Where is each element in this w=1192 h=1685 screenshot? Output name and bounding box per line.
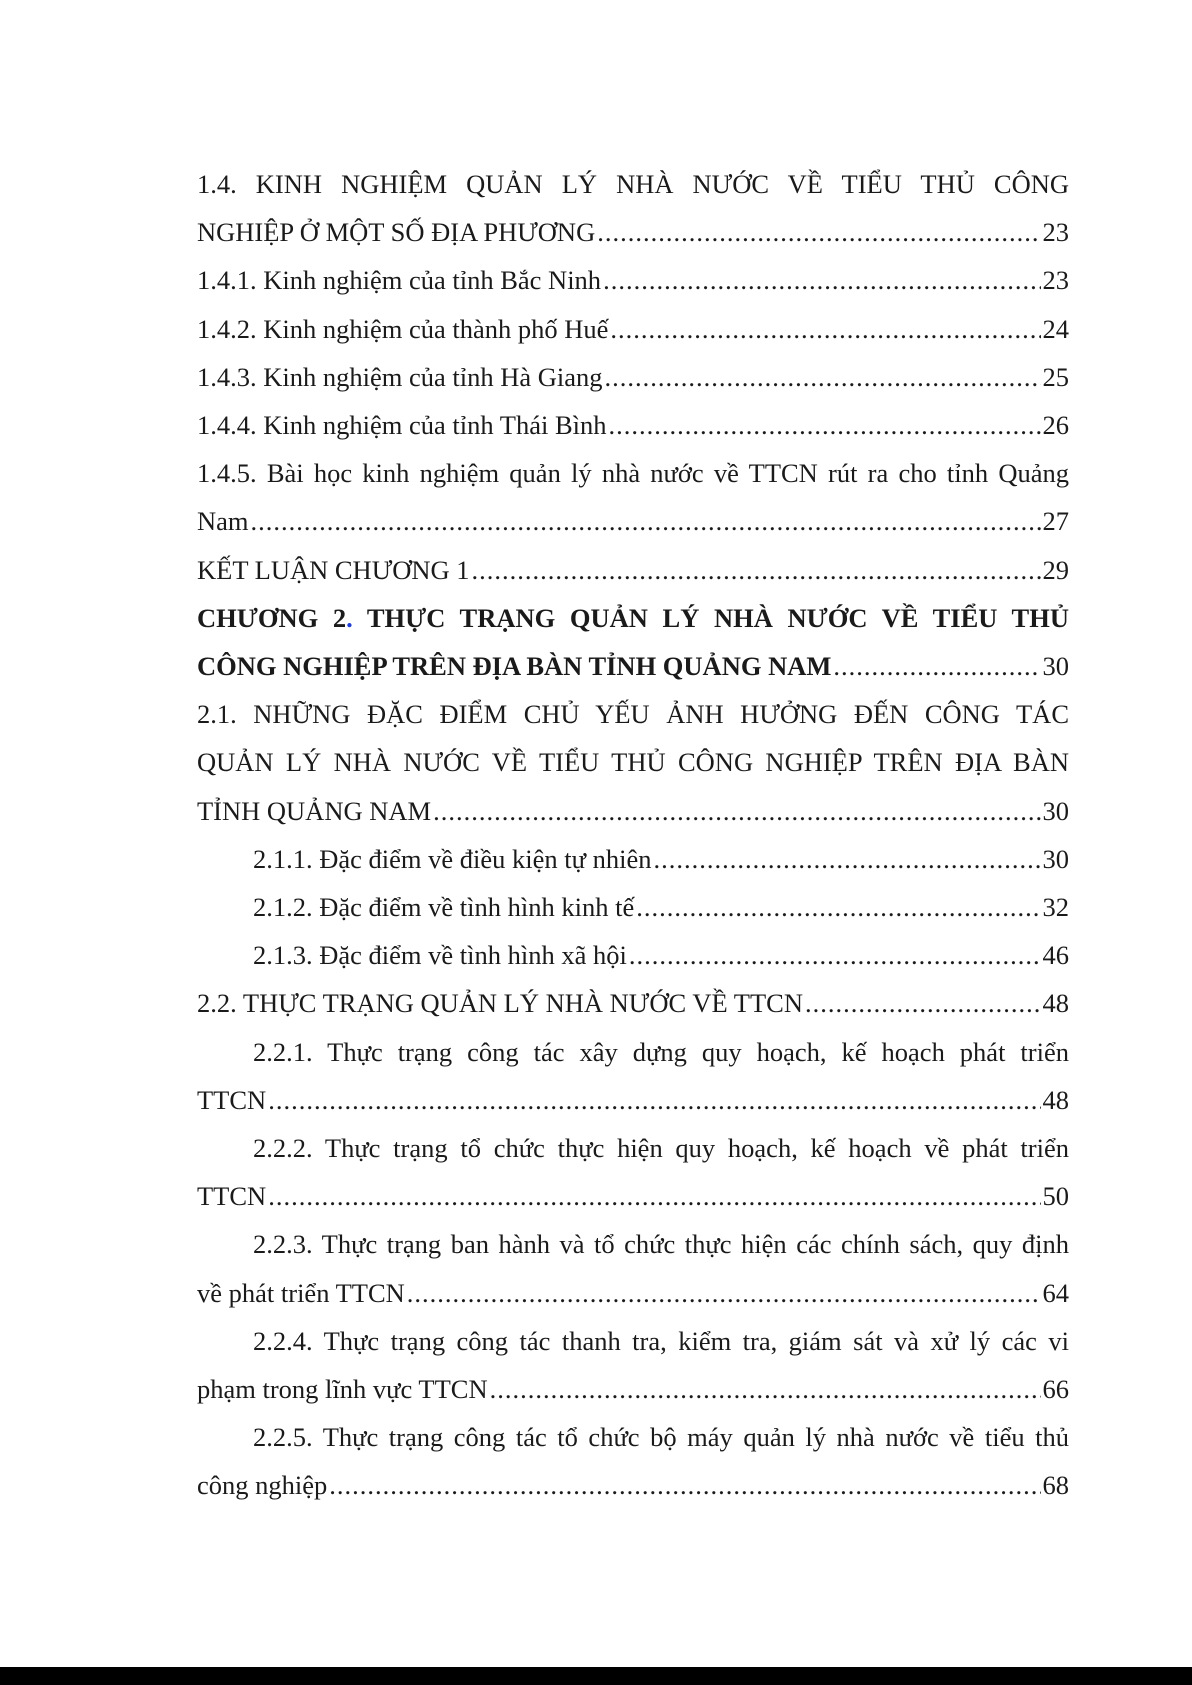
page-number: 46 <box>1042 940 1069 971</box>
toc-entry-text: công nghiệp <box>197 1470 328 1501</box>
toc-chapter-heading <box>197 594 1069 642</box>
page-number: 26 <box>1042 410 1069 441</box>
page-number: 48 <box>1042 988 1069 1019</box>
chapter-title: THỰC TRẠNG QUẢN LÝ NHÀ NƯỚC VỀ TIỂU THỦ <box>352 602 1069 633</box>
page-number: 48 <box>1042 1084 1069 1115</box>
dot-leader <box>601 256 1040 304</box>
chapter-separator-dot: . <box>346 602 353 633</box>
page-number: 64 <box>1042 1277 1069 1308</box>
toc-entry-text: 2.2.1. Thực trạng công tác xây dựng quy hoạch, kế hoạch phát triển <box>253 1036 1069 1067</box>
dot-leader <box>470 546 1041 594</box>
toc-entry-text: NGHIỆP Ở MỘT SỐ ĐỊA PHƯƠNG <box>197 217 596 248</box>
toc-entry-text: phạm trong lĩnh vực TTCN <box>197 1374 488 1405</box>
toc-entry-text: 2.1.3. Đặc điểm về tình hình xã hội <box>253 940 627 971</box>
toc-entry-text: KẾT LUẬN CHƯƠNG 1 <box>197 554 470 585</box>
table-of-contents <box>197 160 1069 1510</box>
dot-leader <box>652 835 1041 883</box>
page-number: 23 <box>1042 265 1069 296</box>
toc-entry-text: 1.4.4. Kinh nghiệm của tỉnh Thái Bình <box>197 410 607 441</box>
dot-leader <box>266 1172 1040 1220</box>
toc-entry <box>197 256 1069 304</box>
toc-entry <box>197 883 1069 931</box>
chapter-number: CHƯƠNG 2 <box>197 602 347 633</box>
dot-leader <box>431 787 1040 835</box>
toc-entry <box>197 1317 1069 1413</box>
toc-entry <box>197 835 1069 883</box>
dot-leader <box>327 1461 1040 1509</box>
toc-entry-text: 1.4.1. Kinh nghiệm của tỉnh Bắc Ninh <box>197 265 602 296</box>
toc-entry <box>197 979 1069 1027</box>
toc-entry-text: 2.1.1. Đặc điểm về điều kiện tự nhiên <box>253 843 652 874</box>
toc-entry-text: 1.4.5. Bài học kinh nghiệm quản lý nhà nước về TTCN rút ra cho tỉnh Quảng <box>197 458 1069 489</box>
page-number: 29 <box>1042 554 1069 585</box>
toc-entry-text: 2.2.2. Thực trạng tổ chức thực hiện quy hoạch, kế hoạch về phát triển <box>253 1133 1069 1164</box>
toc-entry-text: 2.1.2. Đặc điểm về tình hình kinh tế <box>253 892 635 923</box>
toc-entry-text: TTCN <box>197 1181 267 1212</box>
toc-chapter-entry <box>197 594 1069 690</box>
toc-entry <box>197 1124 1069 1220</box>
page-number: 50 <box>1042 1181 1069 1212</box>
dot-leader <box>608 305 1040 353</box>
toc-entry <box>197 931 1069 979</box>
toc-entry-text: 2.2.4. Thực trạng công tác thanh tra, kiểm tra, giám sát và xử lý các vi <box>253 1325 1069 1356</box>
toc-entry <box>197 1028 1069 1124</box>
toc-entry <box>197 353 1069 401</box>
dot-leader <box>634 883 1040 931</box>
toc-entry-text: 1.4.3. Kinh nghiệm của tỉnh Hà Giang <box>197 361 603 392</box>
page-number: 30 <box>1042 795 1069 826</box>
page-number: 68 <box>1042 1470 1069 1501</box>
page-number: 27 <box>1042 506 1069 537</box>
dot-leader <box>803 979 1041 1027</box>
page-number: 66 <box>1042 1374 1069 1405</box>
dot-leader <box>831 642 1040 690</box>
toc-entry-text: CÔNG NGHIỆP TRÊN ĐỊA BÀN TỈNH QUẢNG NAM <box>197 651 832 682</box>
toc-entry <box>197 401 1069 449</box>
dot-leader <box>266 1076 1040 1124</box>
toc-entry <box>197 1413 1069 1509</box>
dot-leader <box>627 931 1041 979</box>
page-number: 30 <box>1042 843 1069 874</box>
page-number: 25 <box>1042 361 1069 392</box>
dot-leader <box>405 1269 1041 1317</box>
toc-entry-text: QUẢN LÝ NHÀ NƯỚC VỀ TIỂU THỦ CÔNG NGHIỆP TRÊN ĐỊA BÀN <box>197 747 1069 778</box>
toc-entry-text: 2.2. THỰC TRẠNG QUẢN LÝ NHÀ NƯỚC VỀ TTCN <box>197 988 803 1019</box>
toc-entry <box>197 305 1069 353</box>
bottom-edge-bar <box>0 1667 1192 1685</box>
toc-entry-text: 1.4. KINH NGHIỆM QUẢN LÝ NHÀ NƯỚC VỀ TIỂU THỦ CÔNG <box>197 169 1069 199</box>
page-number: 24 <box>1042 313 1069 344</box>
toc-entry-text: 2.2.5. Thực trạng công tác tổ chức bộ máy quản lý nhà nước về tiểu thủ <box>253 1422 1069 1453</box>
toc-entry <box>197 160 1069 256</box>
dot-leader <box>603 353 1041 401</box>
toc-entry-text: 2.2.3. Thực trạng ban hành và tổ chức thực hiện các chính sách, quy định <box>253 1229 1069 1260</box>
dot-leader <box>606 401 1040 449</box>
toc-entry-text: 1.4.2. Kinh nghiệm của thành phố Huế <box>197 313 609 344</box>
toc-entry <box>197 690 1069 835</box>
toc-entry-text: 2.1. NHỮNG ĐẶC ĐIỂM CHỦ YẾU ẢNH HƯỞNG ĐẾN CÔNG TÁC <box>197 699 1069 730</box>
toc-entry-text: Nam <box>197 506 249 537</box>
toc-entry <box>197 1220 1069 1316</box>
page-number: 23 <box>1042 217 1069 248</box>
dot-leader <box>595 208 1040 256</box>
dot-leader <box>488 1365 1041 1413</box>
toc-entry <box>197 449 1069 545</box>
page-number: 30 <box>1042 651 1069 682</box>
toc-entry <box>197 546 1069 594</box>
toc-entry-text: về phát triển TTCN <box>197 1277 405 1308</box>
page-number: 32 <box>1042 892 1069 923</box>
toc-entry-text: TỈNH QUẢNG NAM <box>197 795 432 826</box>
dot-leader <box>249 497 1041 545</box>
toc-entry-text: TTCN <box>197 1084 267 1115</box>
